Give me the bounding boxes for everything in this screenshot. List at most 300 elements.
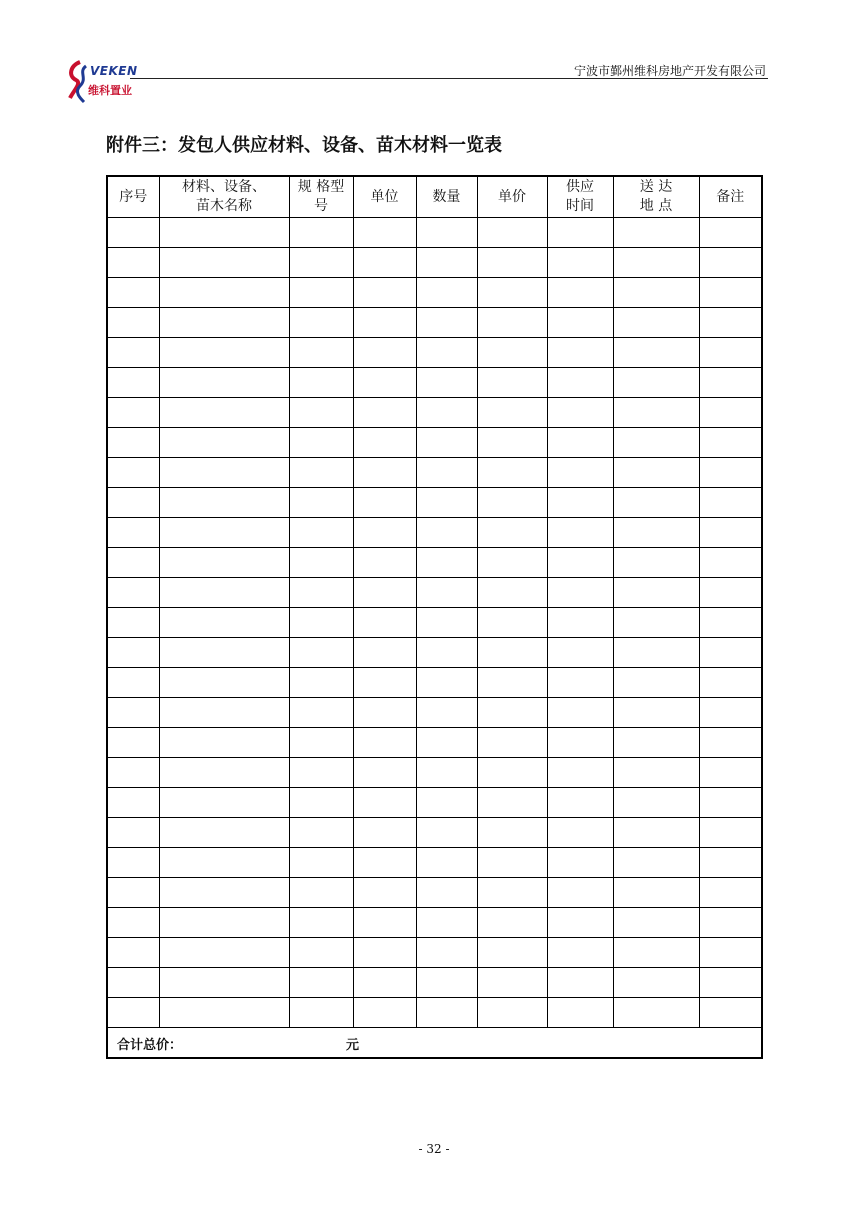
materials-table	[106, 175, 763, 1059]
table-cell	[416, 398, 477, 428]
table-cell	[699, 248, 762, 278]
table-cell	[107, 938, 159, 968]
table-cell	[613, 458, 699, 488]
table-cell	[699, 938, 762, 968]
table-cell	[289, 608, 353, 638]
table-cell	[353, 608, 416, 638]
table-cell	[477, 518, 547, 548]
table-cell	[699, 848, 762, 878]
table-cell	[289, 638, 353, 668]
table-cell	[353, 248, 416, 278]
table-cell	[107, 548, 159, 578]
table-cell	[477, 398, 547, 428]
table-cell	[159, 668, 289, 698]
table-cell	[107, 998, 159, 1028]
total-cell	[107, 1028, 762, 1059]
table-cell	[353, 818, 416, 848]
table-cell	[353, 938, 416, 968]
table-cell	[547, 548, 613, 578]
table-cell	[699, 398, 762, 428]
table-cell	[416, 458, 477, 488]
table-cell	[416, 218, 477, 248]
table-cell	[547, 698, 613, 728]
table-cell	[107, 758, 159, 788]
table-cell	[289, 218, 353, 248]
table-cell	[416, 578, 477, 608]
table-cell	[477, 878, 547, 908]
table-row	[107, 998, 762, 1028]
table-cell	[477, 278, 547, 308]
table-cell	[477, 788, 547, 818]
table-cell	[547, 638, 613, 668]
table-cell	[289, 248, 353, 278]
header-divider	[130, 78, 768, 79]
table-cell	[159, 248, 289, 278]
column-header-text: 备注	[716, 188, 745, 205]
table-cell	[107, 248, 159, 278]
table-cell	[353, 368, 416, 398]
table-cell	[477, 698, 547, 728]
table-cell	[353, 218, 416, 248]
table-row	[107, 458, 762, 488]
table-cell	[613, 278, 699, 308]
column-header-text: 规 格型	[297, 179, 345, 195]
table-cell	[159, 518, 289, 548]
table-cell	[547, 398, 613, 428]
table-cell	[416, 788, 477, 818]
table-cell	[613, 338, 699, 368]
table-row	[107, 728, 762, 758]
company-name: 宁波市鄞州维科房地产开发有限公司	[573, 64, 766, 78]
column-header-text: 送 达	[639, 179, 673, 195]
table-cell	[159, 758, 289, 788]
table-cell	[699, 908, 762, 938]
table-cell	[107, 278, 159, 308]
table-cell	[547, 788, 613, 818]
total-price-unit: 元	[346, 1038, 360, 1053]
table-cell	[159, 908, 289, 938]
table-cell	[159, 638, 289, 668]
table-cell	[613, 788, 699, 818]
table-cell	[613, 518, 699, 548]
table-body	[107, 218, 762, 1028]
table-cell	[613, 308, 699, 338]
table-cell	[107, 578, 159, 608]
table-cell	[289, 938, 353, 968]
table-cell	[107, 908, 159, 938]
table-cell	[613, 608, 699, 638]
table-cell	[547, 428, 613, 458]
table-cell	[477, 458, 547, 488]
table-cell	[699, 968, 762, 998]
table-row	[107, 278, 762, 308]
table-cell	[159, 398, 289, 428]
table-cell	[477, 338, 547, 368]
company-logo	[66, 60, 142, 106]
table-cell	[547, 818, 613, 848]
table-cell	[353, 398, 416, 428]
table-cell	[289, 398, 353, 428]
table-cell	[289, 968, 353, 998]
total-row	[107, 1028, 762, 1059]
table-cell	[477, 758, 547, 788]
table-row	[107, 488, 762, 518]
table-cell	[107, 398, 159, 428]
table-cell	[547, 278, 613, 308]
table-cell	[159, 848, 289, 878]
table-row	[107, 968, 762, 998]
table-cell	[699, 998, 762, 1028]
table-row	[107, 758, 762, 788]
table-cell	[159, 278, 289, 308]
table-cell	[289, 368, 353, 398]
table-cell	[416, 608, 477, 638]
table-cell	[699, 638, 762, 668]
table-cell	[547, 878, 613, 908]
table-cell	[107, 848, 159, 878]
table-cell	[613, 908, 699, 938]
table-cell	[613, 488, 699, 518]
total-price-label: 合计总价：	[117, 1038, 183, 1053]
table-cell	[107, 638, 159, 668]
table-cell	[289, 428, 353, 458]
table-cell	[159, 608, 289, 638]
table-cell	[547, 758, 613, 788]
column-header	[699, 176, 762, 218]
table-cell	[353, 338, 416, 368]
table-cell	[159, 878, 289, 908]
table-cell	[107, 488, 159, 518]
table-cell	[353, 668, 416, 698]
column-header-text: 序号	[119, 188, 148, 205]
table-cell	[547, 908, 613, 938]
table-row	[107, 908, 762, 938]
table-row	[107, 938, 762, 968]
table-cell	[107, 338, 159, 368]
table-cell	[159, 368, 289, 398]
table-cell	[159, 818, 289, 848]
table-cell	[353, 548, 416, 578]
table-cell	[353, 908, 416, 938]
table-cell	[159, 428, 289, 458]
column-header	[289, 176, 353, 218]
logo-text-en: VEKEN	[90, 64, 138, 78]
table-cell	[477, 968, 547, 998]
table-cell	[699, 278, 762, 308]
table-cell	[159, 488, 289, 518]
table-row	[107, 308, 762, 338]
table-cell	[613, 818, 699, 848]
table-cell	[416, 758, 477, 788]
table-row	[107, 578, 762, 608]
table-row	[107, 548, 762, 578]
table-cell	[353, 518, 416, 548]
table-cell	[353, 788, 416, 818]
table-row	[107, 698, 762, 728]
column-header	[547, 176, 613, 218]
table-row	[107, 428, 762, 458]
table-cell	[107, 608, 159, 638]
table-cell	[353, 458, 416, 488]
table-cell	[699, 728, 762, 758]
table-cell	[289, 818, 353, 848]
table-cell	[547, 998, 613, 1028]
table-cell	[289, 578, 353, 608]
table-cell	[159, 968, 289, 998]
table-row	[107, 398, 762, 428]
table-cell	[477, 308, 547, 338]
table-cell	[613, 848, 699, 878]
table-cell	[613, 668, 699, 698]
table-cell	[416, 938, 477, 968]
table-cell	[416, 548, 477, 578]
column-header	[613, 176, 699, 218]
table-cell	[477, 938, 547, 968]
table-cell	[353, 848, 416, 878]
table-cell	[547, 248, 613, 278]
table-cell	[416, 878, 477, 908]
table-cell	[477, 548, 547, 578]
table-row	[107, 218, 762, 248]
table-cell	[699, 608, 762, 638]
table-cell	[107, 818, 159, 848]
table-cell	[477, 578, 547, 608]
table-cell	[613, 878, 699, 908]
table-cell	[289, 488, 353, 518]
table-cell	[289, 758, 353, 788]
table-cell	[613, 428, 699, 458]
table-cell	[159, 548, 289, 578]
table-cell	[353, 728, 416, 758]
table-cell	[289, 278, 353, 308]
table-cell	[613, 398, 699, 428]
table-cell	[416, 698, 477, 728]
column-header	[107, 176, 159, 218]
table-cell	[416, 998, 477, 1028]
column-header	[159, 176, 289, 218]
table-cell	[289, 878, 353, 908]
table-row	[107, 518, 762, 548]
table-cell	[613, 998, 699, 1028]
table-cell	[416, 818, 477, 848]
table-cell	[159, 578, 289, 608]
table-cell	[699, 218, 762, 248]
table-cell	[699, 458, 762, 488]
table-cell	[613, 638, 699, 668]
column-header-text: 供应	[566, 179, 594, 195]
table-cell	[699, 698, 762, 728]
table-cell	[477, 908, 547, 938]
table-cell	[416, 848, 477, 878]
table-cell	[159, 728, 289, 758]
table-row	[107, 368, 762, 398]
table-cell	[547, 458, 613, 488]
table-row	[107, 638, 762, 668]
table-cell	[477, 368, 547, 398]
table-cell	[477, 218, 547, 248]
table-cell	[416, 368, 477, 398]
table-cell	[416, 428, 477, 458]
table-cell	[477, 638, 547, 668]
table-cell	[159, 938, 289, 968]
table-cell	[477, 488, 547, 518]
table-cell	[477, 608, 547, 638]
table-cell	[107, 698, 159, 728]
table-cell	[613, 938, 699, 968]
table-row	[107, 338, 762, 368]
table-cell	[107, 308, 159, 338]
table-cell	[289, 998, 353, 1028]
table-cell	[107, 728, 159, 758]
table-cell	[699, 518, 762, 548]
table-cell	[416, 908, 477, 938]
table-row	[107, 818, 762, 848]
table-cell	[416, 248, 477, 278]
column-header-text: 时间	[566, 198, 594, 214]
document-title: 附件三：发包人供应材料、设备、苗木材料一览表	[106, 135, 502, 156]
table-cell	[547, 578, 613, 608]
table-row	[107, 788, 762, 818]
table-cell	[289, 308, 353, 338]
table-cell	[699, 788, 762, 818]
column-header-text: 单价	[498, 188, 526, 205]
table-cell	[477, 728, 547, 758]
table-cell	[107, 878, 159, 908]
table-cell	[416, 518, 477, 548]
table-cell	[699, 758, 762, 788]
table-cell	[699, 818, 762, 848]
table-cell	[477, 848, 547, 878]
table-cell	[477, 668, 547, 698]
table-cell	[107, 968, 159, 998]
column-header-text: 地 点	[639, 198, 673, 214]
table-cell	[289, 848, 353, 878]
table-cell	[107, 668, 159, 698]
column-header	[477, 176, 547, 218]
table-cell	[547, 518, 613, 548]
table-cell	[107, 368, 159, 398]
table-cell	[699, 308, 762, 338]
table-cell	[289, 698, 353, 728]
table-cell	[547, 218, 613, 248]
table-cell	[416, 308, 477, 338]
table-cell	[107, 428, 159, 458]
table-cell	[353, 278, 416, 308]
table-cell	[416, 668, 477, 698]
table-cell	[289, 518, 353, 548]
column-header-text: 号	[314, 198, 328, 214]
table-cell	[547, 938, 613, 968]
table-cell	[159, 338, 289, 368]
table-cell	[699, 578, 762, 608]
table-cell	[353, 878, 416, 908]
table-cell	[416, 488, 477, 518]
table-cell	[547, 368, 613, 398]
table-cell	[353, 968, 416, 998]
table-cell	[353, 998, 416, 1028]
table-cell	[289, 338, 353, 368]
table-cell	[289, 458, 353, 488]
table-cell	[699, 548, 762, 578]
table-cell	[159, 788, 289, 818]
table-cell	[477, 998, 547, 1028]
column-header-text: 单位	[370, 188, 399, 205]
table-cell	[107, 458, 159, 488]
table-cell	[613, 368, 699, 398]
table-cell	[477, 428, 547, 458]
table-cell	[353, 758, 416, 788]
table-row	[107, 608, 762, 638]
column-header-text: 苗木名称	[196, 198, 252, 214]
table-cell	[289, 548, 353, 578]
table-cell	[613, 578, 699, 608]
table-cell	[416, 278, 477, 308]
table-cell	[699, 368, 762, 398]
table-cell	[699, 878, 762, 908]
table-cell	[547, 338, 613, 368]
table-cell	[547, 668, 613, 698]
table-cell	[699, 668, 762, 698]
table-cell	[353, 428, 416, 458]
table-cell	[477, 248, 547, 278]
column-header-text: 数量	[432, 188, 461, 205]
table-cell	[353, 308, 416, 338]
table-cell	[547, 308, 613, 338]
table-row	[107, 878, 762, 908]
table-cell	[699, 488, 762, 518]
column-header	[416, 176, 477, 218]
table-cell	[699, 428, 762, 458]
table-cell	[547, 488, 613, 518]
column-header-text: 材料、设备、	[182, 179, 266, 195]
table-row	[107, 668, 762, 698]
table-cell	[289, 668, 353, 698]
page-number: - 32 -	[418, 1142, 450, 1156]
table-cell	[107, 788, 159, 818]
table-cell	[159, 458, 289, 488]
table-cell	[289, 788, 353, 818]
table-cell	[353, 578, 416, 608]
table-cell	[416, 638, 477, 668]
table-cell	[159, 698, 289, 728]
table-cell	[613, 728, 699, 758]
table-cell	[613, 968, 699, 998]
table-cell	[547, 608, 613, 638]
table-cell	[547, 728, 613, 758]
table-cell	[353, 638, 416, 668]
table-cell	[547, 968, 613, 998]
table-header-row	[107, 176, 762, 218]
table-cell	[353, 488, 416, 518]
table-cell	[416, 338, 477, 368]
table-cell	[159, 998, 289, 1028]
table-cell	[699, 338, 762, 368]
table-cell	[613, 698, 699, 728]
logo-text-cn: 维科置业	[88, 84, 132, 97]
table-cell	[353, 698, 416, 728]
table-cell	[613, 218, 699, 248]
table-cell	[613, 548, 699, 578]
table-row	[107, 848, 762, 878]
table-cell	[107, 518, 159, 548]
table-cell	[107, 218, 159, 248]
table-cell	[416, 968, 477, 998]
table-cell	[159, 218, 289, 248]
table-cell	[289, 728, 353, 758]
table-cell	[613, 758, 699, 788]
table-cell	[289, 908, 353, 938]
table-cell	[613, 248, 699, 278]
